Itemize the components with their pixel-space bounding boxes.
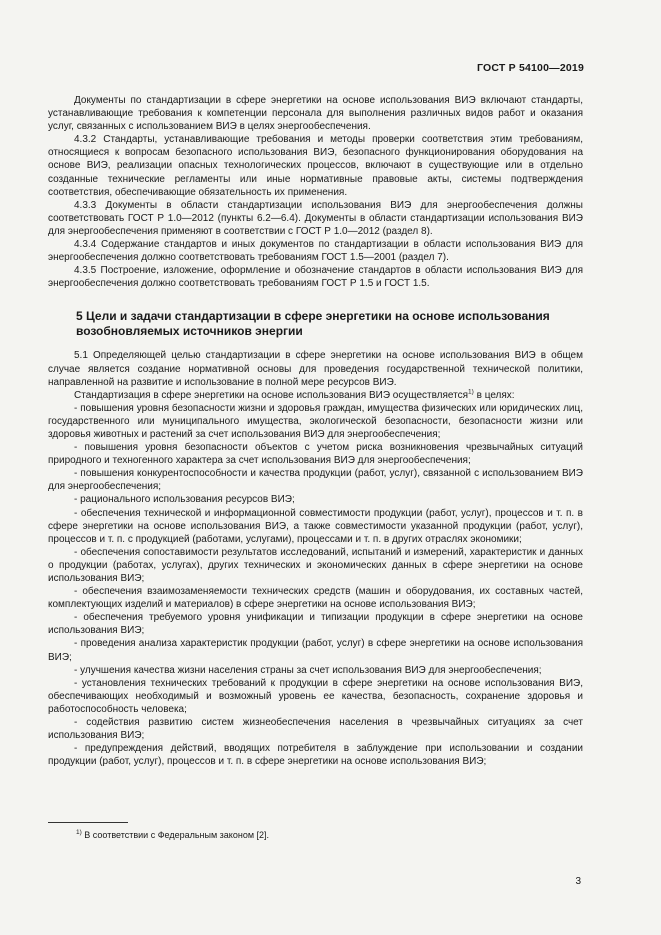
intro-tail: в целях: — [473, 389, 515, 401]
paragraph-4-3-4: 4.3.4 Содержание стандартов и иных документов по стандартизации в области использования ВИЭ для энергообеспечения должно соответствовать требованиям ГОСТ 1.5—2001 (раздел 7). — [48, 239, 583, 264]
paragraph: Документы по стандартизации в сфере энергетики на основе использования ВИЭ включают стандарты, устанавливающие требования к компетенции персонала для выполнения различных видов работ и оказания услуг, связанных с использованием ВИЭ в целях энергообеспечения. — [48, 95, 583, 133]
list-item: - установления технических требований к продукции в сфере энергетики на основе использования ВИЭ, обеспечивающих необходимый и возможный уровень ее качества, безопасность, сохранение здоровья и работоспособность человека; — [48, 677, 583, 715]
list-item: - рационального использования ресурсов ВИЭ; — [74, 494, 295, 506]
paragraph-intro — [48, 389, 583, 402]
list-item: - обеспечения требуемого уровня унификации и типизации продукции в сфере энергетики на основе использования ВИЭ; — [48, 612, 583, 637]
list-item: - обеспечения технической и информационной совместимости продукции (работ, услуг), процессов и т. п. в сфере энергетики на основе использования ВИЭ, а также совместимости указанной продукции (работ, услуг), процессов и т. п. с продукцией (работами, услугами), процессами и т. п. в других отраслях экономики; — [48, 507, 583, 545]
list-item: - проведения анализа характеристик продукции (работ, услуг) в сфере энергетики на основе использования ВИЭ; — [48, 638, 583, 663]
list-item: - улучшения качества жизни населения страны за счет использования ВИЭ для энергообеспечения; — [74, 664, 542, 676]
document-id: ГОСТ Р 54100—2019 — [476, 62, 584, 74]
paragraph-4-3-2: 4.3.2 Стандарты, устанавливающие требования и методы проверки соответствия этим требованиям, относящиеся к вопросам безопасного использования ВИЭ, безопасного функционирования оборудования на основе ВИЭ, реализации опасных технологических процессов, включают в существующие или в отдельно созданные технические регламенты или иные нормативные правовые акты, системы подтверждения соответствия, обеспечивающие обязательность их применения. — [48, 134, 583, 198]
section-heading: 5 Цели и задачи стандартизации в сфере энергетики на основе использования возобновляемых источников энергии — [76, 309, 550, 339]
intro-text: Стандартизация в сфере энергетики на основе использования ВИЭ осуществляется — [74, 389, 469, 401]
list-item: - повышения уровня безопасности объектов с учетом риска возникновения чрезвычайных ситуаций природного и техногенного характера за счет использования ВИЭ для энергообеспечения; — [48, 442, 583, 467]
list-item: - содействия развитию систем жизнеобеспечения населения в чрезвычайных ситуациях за счет использования ВИЭ; — [48, 717, 583, 742]
footnote-mark: 1) — [76, 829, 82, 836]
list-item: - обеспечения сопоставимости результатов исследований, испытаний и измерений, характеристик и данных о продукции (работах, услугах), других технических и экономических данных в сфере энергетики на основе использования ВИЭ; — [48, 546, 583, 584]
footnote — [76, 829, 269, 841]
footnote-divider — [48, 822, 128, 823]
paragraph-5-1: 5.1 Определяющей целью стандартизации в сфере энергетики на основе использования ВИЭ в общем случае является создание нормативной основы для проведения государственной технической политики, направленной на развитие и использование в полной мере ресурсов ВИЭ. — [48, 350, 583, 388]
list-item: - повышения конкурентоспособности и качества продукции (работ, услуг), связанной с использованием ВИЭ для энергообеспечения; — [48, 468, 583, 493]
page-content — [48, 94, 583, 768]
list-item: - повышения уровня безопасности жизни и здоровья граждан, имущества физических или юридических лиц, государственного или муниципального имущества, экологической безопасности, безопасности жизни или здоровья животных и растений за счет использования ВИЭ для энергообеспечения; — [48, 402, 583, 440]
list-item: - обеспечения взаимозаменяемости технических средств (машин и оборудования, их составных частей, комплектующих изделий и материалов) в сфере энергетики на основе использования ВИЭ; — [48, 586, 583, 611]
paragraph-4-3-3: 4.3.3 Документы в области стандартизации использования ВИЭ для энергообеспечения должны соответствовать ГОСТ Р 1.0—2012 (пункты 6.2—6.4). Документы в области стандартизации использования ВИЭ для энергообеспечения применяют в соответствии с ГОСТ Р 1.0—2012 (раздел 8). — [48, 199, 583, 237]
page-number: 3 — [575, 876, 581, 887]
paragraph-4-3-5: 4.3.5 Построение, изложение, оформление и обозначение стандартов в области использования ВИЭ для энергообеспечения должно соответствовать требованиям ГОСТ Р 1.5 и ГОСТ 1.5. — [48, 265, 583, 290]
list-item: - предупреждения действий, вводящих потребителя в заблуждение при использовании и создании продукции (работ, услуг), процессов и т. п. в сфере энергетики на основе использования ВИЭ; — [48, 743, 583, 768]
footnote-ref: 1) — [468, 388, 474, 396]
footnote-text: В соответствии с Федеральным законом [2]. — [81, 830, 270, 840]
